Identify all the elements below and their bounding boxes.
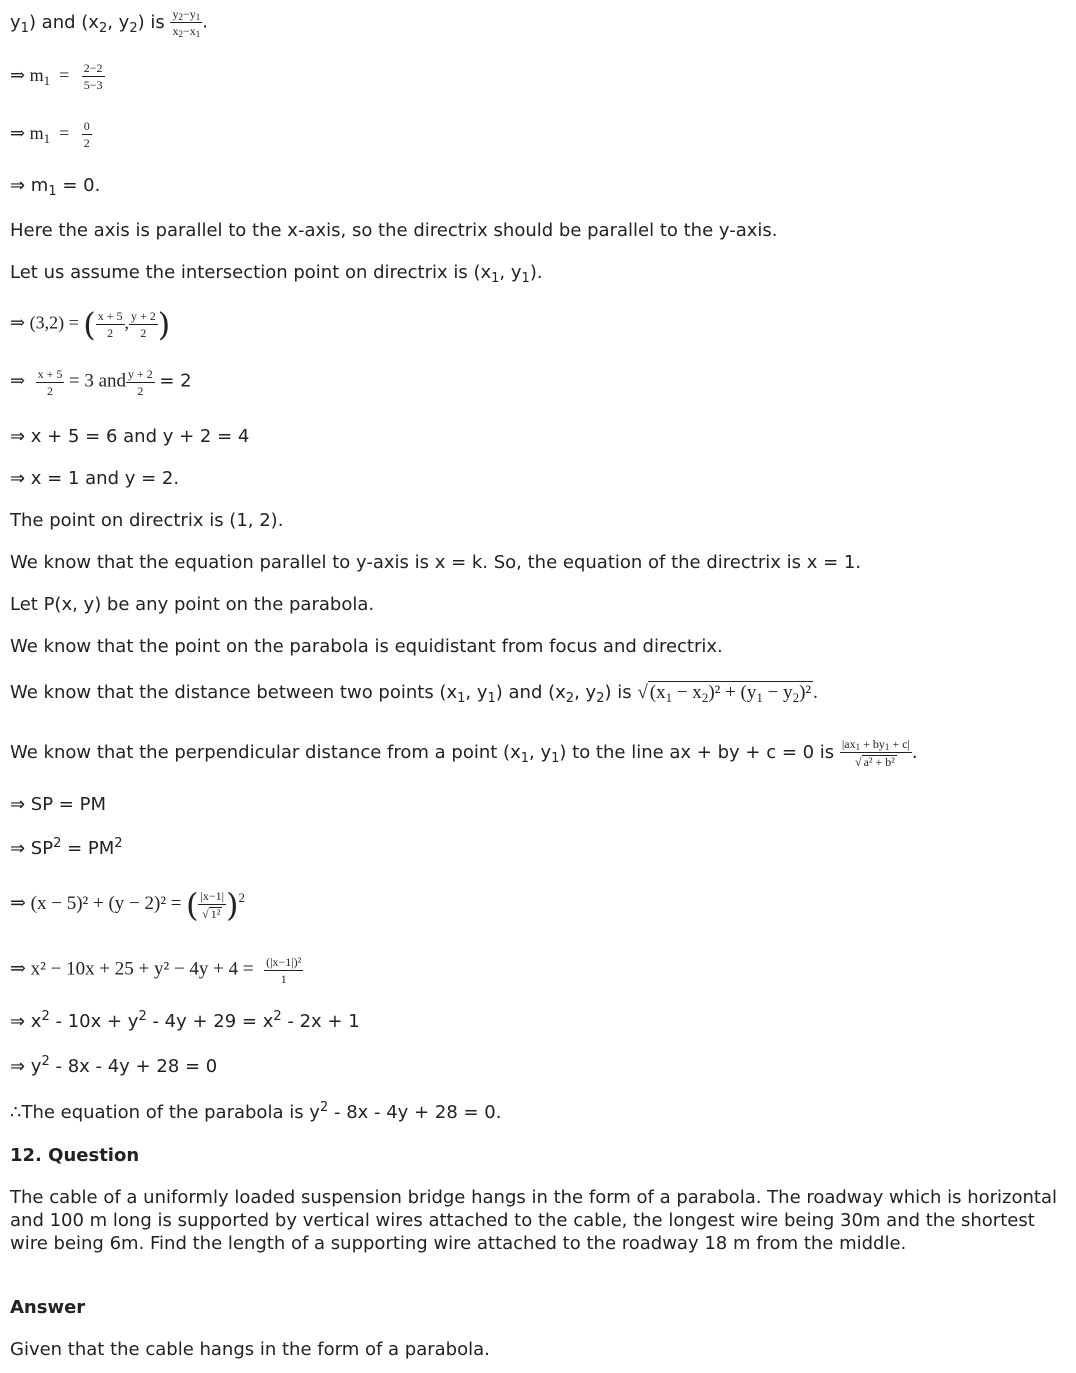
line-solve-1: ⇒ x + 5 = 6 and y + 2 = 4 [10, 426, 250, 447]
line-m1-zero-fraction: ⇒ $m_1$ = $\frac{0}{2}$ [10, 119, 90, 150]
line-axis-parallel: Here the axis is parallel to the x-axis, so the directrix should be parallel to the y-axis. [10, 220, 778, 241]
line-simplified-1: ⇒ $x^2 - 10x + y^2 - 4y + 29 = x^2 - 2x + 1$ [10, 1009, 360, 1032]
line-solve-2: ⇒ x = 1 and y = 2. [10, 468, 180, 489]
line-distance-formula: We know that the distance between two points ($x_1$, $y_1$) and ($x_2$, $y_2$) is √ $(x_1 - x_2)^2 + (y_1 - y_2)^2$ . [10, 682, 818, 706]
answer-first-line: Given that the cable hangs in the form of a parabola. [10, 1339, 490, 1360]
line-m1-calc: ⇒ $m_1$ = $\frac{2-2}{5-3}$ [10, 61, 103, 92]
slope-fraction: $\frac{y_2-y_1}{x_2-x_1}$ [172, 7, 201, 39]
line-directrix-equation: We know that the equation parallel to y-axis is x = k. So, the equation of the directrix is x = 1. [10, 552, 862, 573]
line-midpoint-split: ⇒ $\frac{x + 5}{2}$ = 3 and $\frac{y + 2}{2}$ = 2 [10, 367, 192, 398]
line-squared-distance: ⇒ (x − 5)² + (y − 2)² = ( $\frac{|x-1|}{\text{√ 1²}}$ )$^2$ [10, 886, 246, 924]
question-heading: 12. Question [10, 1145, 140, 1166]
line-equidistant: We know that the point on the parabola is equidistant from focus and directrix. [10, 636, 723, 657]
line-sp-pm: ⇒ SP = PM [10, 794, 106, 815]
line-perpendicular-distance: We know that the perpendicular distance from a point ($x_1$, $y_1$) to the line ax + by + c = 0 is $\frac{|ax_1 + by_1 + c|}{\text{√ a² + b²}}$ . [10, 737, 918, 769]
line-m1-zero: ⇒ $m_1 = 0$. [10, 175, 101, 199]
line-midpoint: ⇒ (3,2) = ( $\frac{x + 5}{2}$ , $\frac{y + 2}{2}$ ) [10, 305, 171, 344]
line-sp2-pm2: ⇒ $SP^2 = PM^2$ [10, 836, 123, 859]
answer-heading: Answer [10, 1297, 86, 1318]
line-directrix-point: The point on directrix is (1, 2). [10, 510, 284, 531]
question-text: The cable of a uniformly loaded suspension bridge hangs in the form of a parabola. The roadway which is horizontal and 100 m long is supported by vertical wires attached to the cable, the longest wire being 30m and the shortest wire being 6m. Find the length of a supporting wire attached to the roadway 18 m from the middle. [10, 1187, 1058, 1254]
line-simplified-2: ⇒ $y^2 - 8x - 4y + 28 = 0$ [10, 1054, 218, 1077]
line-conclusion: ∴The equation of the parabola is $y^2 - 8x - 4y + 28 = 0$. [10, 1100, 502, 1123]
line-intersection-assume: Let us assume the intersection point on directrix is ($x_1$, $y_1$). [10, 262, 543, 286]
line-expanded: ⇒ x² − 10x + 25 + y² − 4y + 4 = $\frac{\text{(|x−1|)²}}{1}$ [10, 955, 302, 986]
line-point-p: Let P(x, y) be any point on the parabola. [10, 594, 375, 615]
line-slope-definition: $y_1$) and ($x_2$, $y_2$) is $\frac{y_2-y_1}{x_2-x_1}$ . [10, 7, 208, 39]
